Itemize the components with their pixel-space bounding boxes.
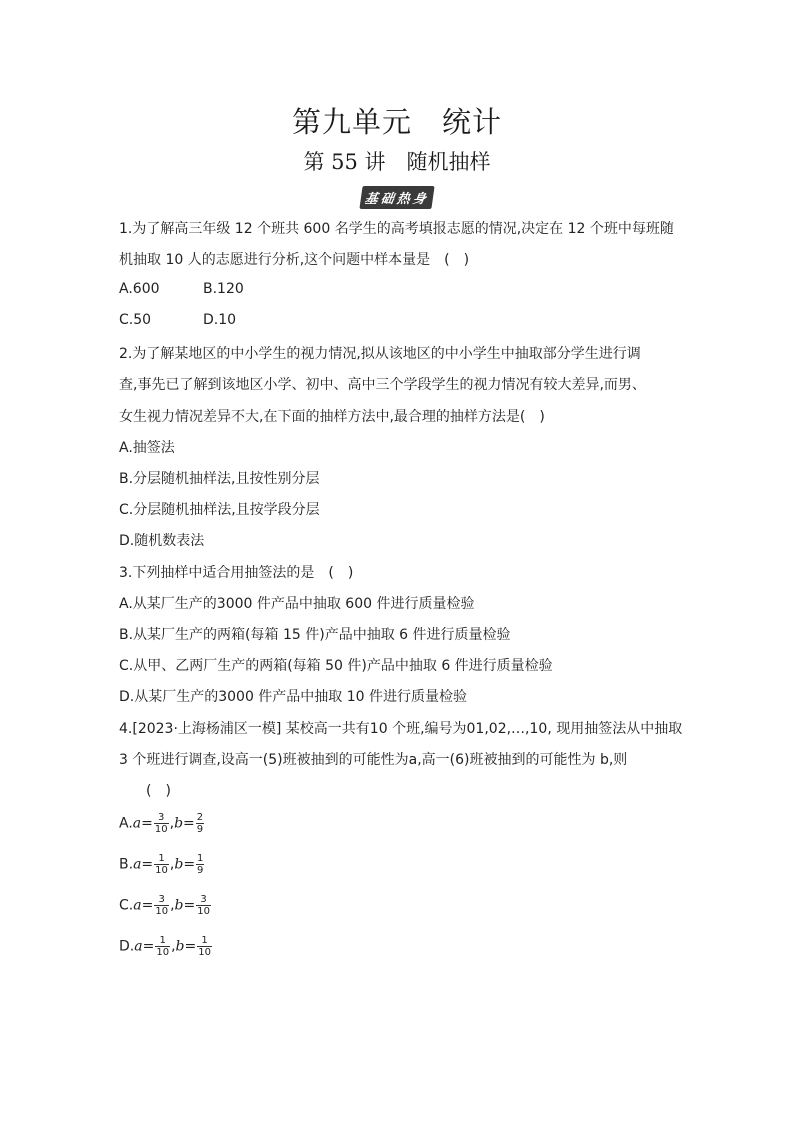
denominator: 10: [155, 906, 169, 917]
equals-sign: =: [142, 938, 155, 955]
q3-stem: 3.下列抽样中适合用抽签法的是 ( ): [119, 565, 354, 581]
variable-b: b: [175, 938, 185, 955]
numerator: 3: [154, 812, 169, 824]
numerator: 1: [197, 853, 204, 864]
option-letter: D.: [119, 938, 135, 955]
fraction-b: [196, 812, 204, 835]
q4-option-b[interactable]: [119, 853, 205, 876]
q4-stem-line1: 4.[2023·上海杨浦区一模] 某校高一共有10 个班,编号为01,02,…,10, 现用抽签法从中抽取: [119, 721, 683, 737]
option-letter: C.: [119, 897, 134, 914]
q3-option-a[interactable]: A.从某厂生产的3000 件产品中抽取 600 件进行质量检验: [119, 596, 475, 612]
section-badge: 基础热身: [359, 186, 434, 209]
option-letter: B.: [119, 856, 134, 873]
q1-options-row1: [119, 281, 160, 297]
q4-option-a[interactable]: [119, 812, 205, 835]
q1-option-d[interactable]: D.10: [203, 312, 237, 328]
fraction-b: [196, 894, 211, 917]
separator: ,: [170, 897, 175, 914]
denominator: 10: [156, 947, 170, 958]
q3-option-d[interactable]: D.从某厂生产的3000 件产品中抽取 10 件进行质量检验: [119, 689, 468, 705]
q2-stem-line2: 查,事先已了解到该地区小学、初中、高中三个学段学生的视力情况有较大差异,而男、: [119, 377, 646, 393]
fraction-a: [154, 812, 169, 835]
q4-stem-line2: 3 个班进行调查,设高一(5)班被抽到的可能性为a,高一(6)班被抽到的可能性为 b,则: [119, 752, 628, 768]
denominator: 10: [198, 947, 211, 958]
separator: ,: [171, 938, 176, 955]
section-badge-wrap: [0, 186, 794, 209]
q2-option-d[interactable]: D.随机数表法: [119, 533, 205, 549]
denominator: 10: [197, 906, 210, 917]
variable-b: b: [174, 856, 184, 873]
q2-option-b[interactable]: B.分层随机抽样法,且按性别分层: [119, 471, 320, 487]
q4-answer-bracket: ( ): [146, 783, 171, 799]
fraction-a: [155, 935, 170, 958]
equals-sign: =: [141, 856, 154, 873]
denominator: 9: [197, 865, 204, 876]
option-letter: A.: [119, 815, 133, 832]
numerator: 3: [154, 894, 169, 906]
fraction-b: [197, 935, 212, 958]
equals-sign: =: [141, 897, 154, 914]
q1-option-b[interactable]: B.120: [203, 281, 244, 297]
variable-a: a: [134, 938, 143, 955]
numerator: 1: [197, 935, 212, 947]
variable-a: a: [133, 856, 142, 873]
q2-stem-line1: 2.为了解某地区的中小学生的视力情况,拟从该地区的中小学生中抽取部分学生进行调: [119, 346, 641, 362]
q3-option-b[interactable]: B.从某厂生产的两箱(每箱 15 件)产品中抽取 6 件进行质量检验: [119, 627, 511, 643]
variable-b: b: [174, 897, 184, 914]
separator: ,: [169, 815, 175, 832]
unit-title: 第九单元 统计: [291, 105, 502, 139]
variable-a: a: [132, 815, 142, 832]
q3-option-c[interactable]: C.从甲、乙两厂生产的两箱(每箱 50 件)产品中抽取 6 件进行质量检验: [119, 658, 553, 674]
separator: ,: [169, 856, 175, 873]
equals-sign: =: [183, 815, 195, 832]
lesson-title: 第 55 讲 随机抽样: [303, 150, 491, 174]
q4-option-c[interactable]: [119, 894, 212, 917]
q4-option-d[interactable]: [119, 935, 213, 958]
variable-a: a: [133, 897, 142, 914]
q1-stem-line1: 1.为了解高三年级 12 个班共 600 名学生的高考填报志愿的情况,决定在 12 个班中每班随: [119, 221, 674, 237]
q2-option-c[interactable]: C.分层随机抽样法,且按学段分层: [119, 502, 320, 518]
numerator: 3: [196, 894, 211, 906]
equals-sign: =: [183, 897, 196, 914]
equals-sign: =: [184, 938, 197, 955]
fraction-b: [196, 853, 204, 876]
numerator: 2: [196, 812, 204, 823]
numerator: 1: [155, 935, 170, 947]
equals-sign: =: [183, 856, 196, 873]
q2-stem-line3: 女生视力情况差异不大,在下面的抽样方法中,最合理的抽样方法是( ): [119, 409, 545, 425]
variable-b: b: [174, 815, 184, 832]
numerator: 1: [154, 853, 169, 865]
denominator: 9: [196, 824, 204, 835]
q1-option-c[interactable]: C.50: [119, 312, 152, 328]
equals-sign: =: [141, 815, 153, 832]
q1-stem-line2: 机抽取 10 人的志愿进行分析,这个问题中样本量是 ( ): [119, 252, 470, 268]
q2-option-a[interactable]: A.抽签法: [119, 440, 175, 456]
fraction-a: [154, 853, 169, 876]
fraction-a: [154, 894, 169, 917]
denominator: 10: [155, 865, 168, 876]
denominator: 10: [154, 824, 168, 835]
q1-option-a[interactable]: A.600: [119, 281, 160, 297]
